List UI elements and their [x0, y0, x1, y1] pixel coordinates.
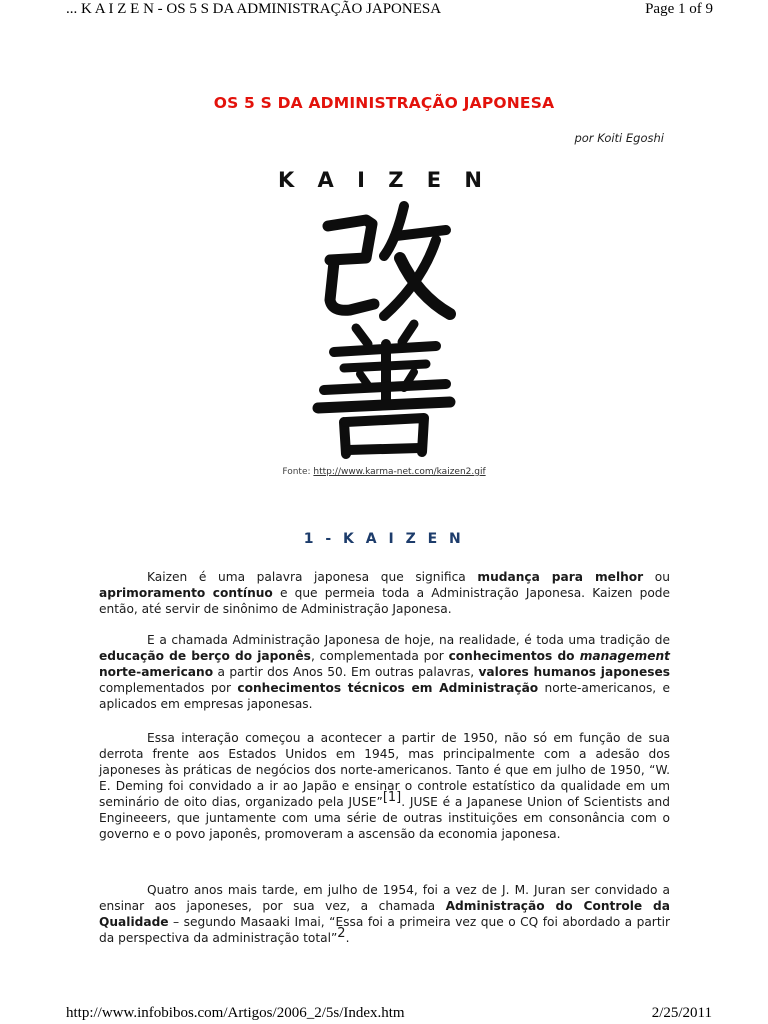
emphasis-text: conhecimentos técnicos em Administração: [237, 681, 539, 695]
print-footer-url: http://www.infobibos.com/Artigos/2006_2/5s/Index.htm: [66, 1005, 405, 1021]
source-label: Fonte:: [282, 467, 311, 477]
emphasis-text: valores humanos japoneses: [478, 665, 671, 679]
text-run: E a chamada Administração Japonesa de hoje, na realidade, é toda uma tradição de: [147, 633, 670, 647]
text-run: – segundo Masaaki Imai, “Essa foi a primeira vez que o CQ foi abordado a partir da perspectiva da administração total”: [99, 915, 670, 945]
emphasis-text: conhecimentos do: [448, 649, 580, 663]
text-run: , complementada por: [310, 649, 449, 663]
paragraph-3: [99, 730, 670, 842]
section-heading: 1 - K A I Z E N: [303, 531, 465, 547]
footnote-ref: [1]: [382, 789, 402, 805]
text-run: a partir dos Anos 50. Em outras palavras,: [213, 665, 479, 679]
image-source-caption: [0, 467, 768, 477]
paragraph-4: [99, 882, 670, 946]
text-run: .: [345, 931, 350, 945]
text-run: complementados por: [99, 681, 238, 695]
text-run: Kaizen é uma palavra japonesa que significa: [147, 570, 478, 584]
text-run: . JUSE é a Japanese Union of Scientists and Engineeers, que juntamente com uma série de outras instituições em consonância com o governo e o povo japonês, promoveram a ascensão da economia japonesa.: [99, 795, 670, 841]
kaizen-kanji-graphic: [300, 196, 468, 462]
text-run: norte-americanos, e aplicados em empresas japonesas.: [99, 681, 671, 711]
author-byline: por Koiti Egoshi: [574, 131, 664, 145]
page-title: OS 5 S DA ADMINISTRAÇÃO JAPONESA: [213, 94, 555, 112]
print-header-page-number: Page 1 of 9: [645, 1, 713, 17]
print-header: [0, 0, 768, 20]
paragraph-1: [99, 569, 670, 617]
text-run: Quatro anos mais tarde, em julho de 1954, foi a vez de J. M. Juran ser convidado a ensinar aos japoneses, por sua vez, a chamada: [99, 883, 670, 913]
emphasis-text: norte-americano: [99, 665, 214, 679]
text-run: ou: [643, 570, 670, 584]
emphasis-text: educação de berço do japonês: [99, 649, 311, 663]
emphasis-text: management: [579, 649, 670, 663]
emphasis-text: mudança para melhor: [477, 570, 644, 584]
text-run: e que permeia toda a Administração Japonesa. Kaizen pode então, até servir de sinônimo de Administração Japonesa.: [99, 586, 671, 616]
emphasis-text: Administração do Controle da Qualidade: [99, 899, 671, 929]
source-link[interactable]: http://www.karma-net.com/kaizen2.gif: [313, 467, 486, 477]
text-run: Essa interação começou a acontecer a partir de 1950, não só em função de sua derrota frente aos Estados Unidos em 1945, mas principalmente com a adesão dos japoneses às práticas de negócios dos norte-americanos. Tanto é que em julho de 1950, “W. E. Deming foi convidado a ir ao Japão e ensinar o controle estatístico da qualidade em um seminário de oito dias, organizado pela JUSE”: [99, 731, 670, 809]
footnote-ref: 2: [337, 925, 346, 941]
kaizen-kanji-image: [300, 196, 468, 462]
print-footer: [0, 1004, 768, 1024]
print-header-title: ... K A I Z E N - OS 5 S DA ADMINISTRAÇÃO JAPONESA: [66, 1, 442, 17]
kaizen-heading: K A I Z E N: [277, 168, 491, 192]
paragraph-2: [99, 632, 670, 712]
print-footer-date: 2/25/2011: [651, 1005, 712, 1021]
emphasis-text: aprimoramento contínuo: [99, 586, 273, 600]
